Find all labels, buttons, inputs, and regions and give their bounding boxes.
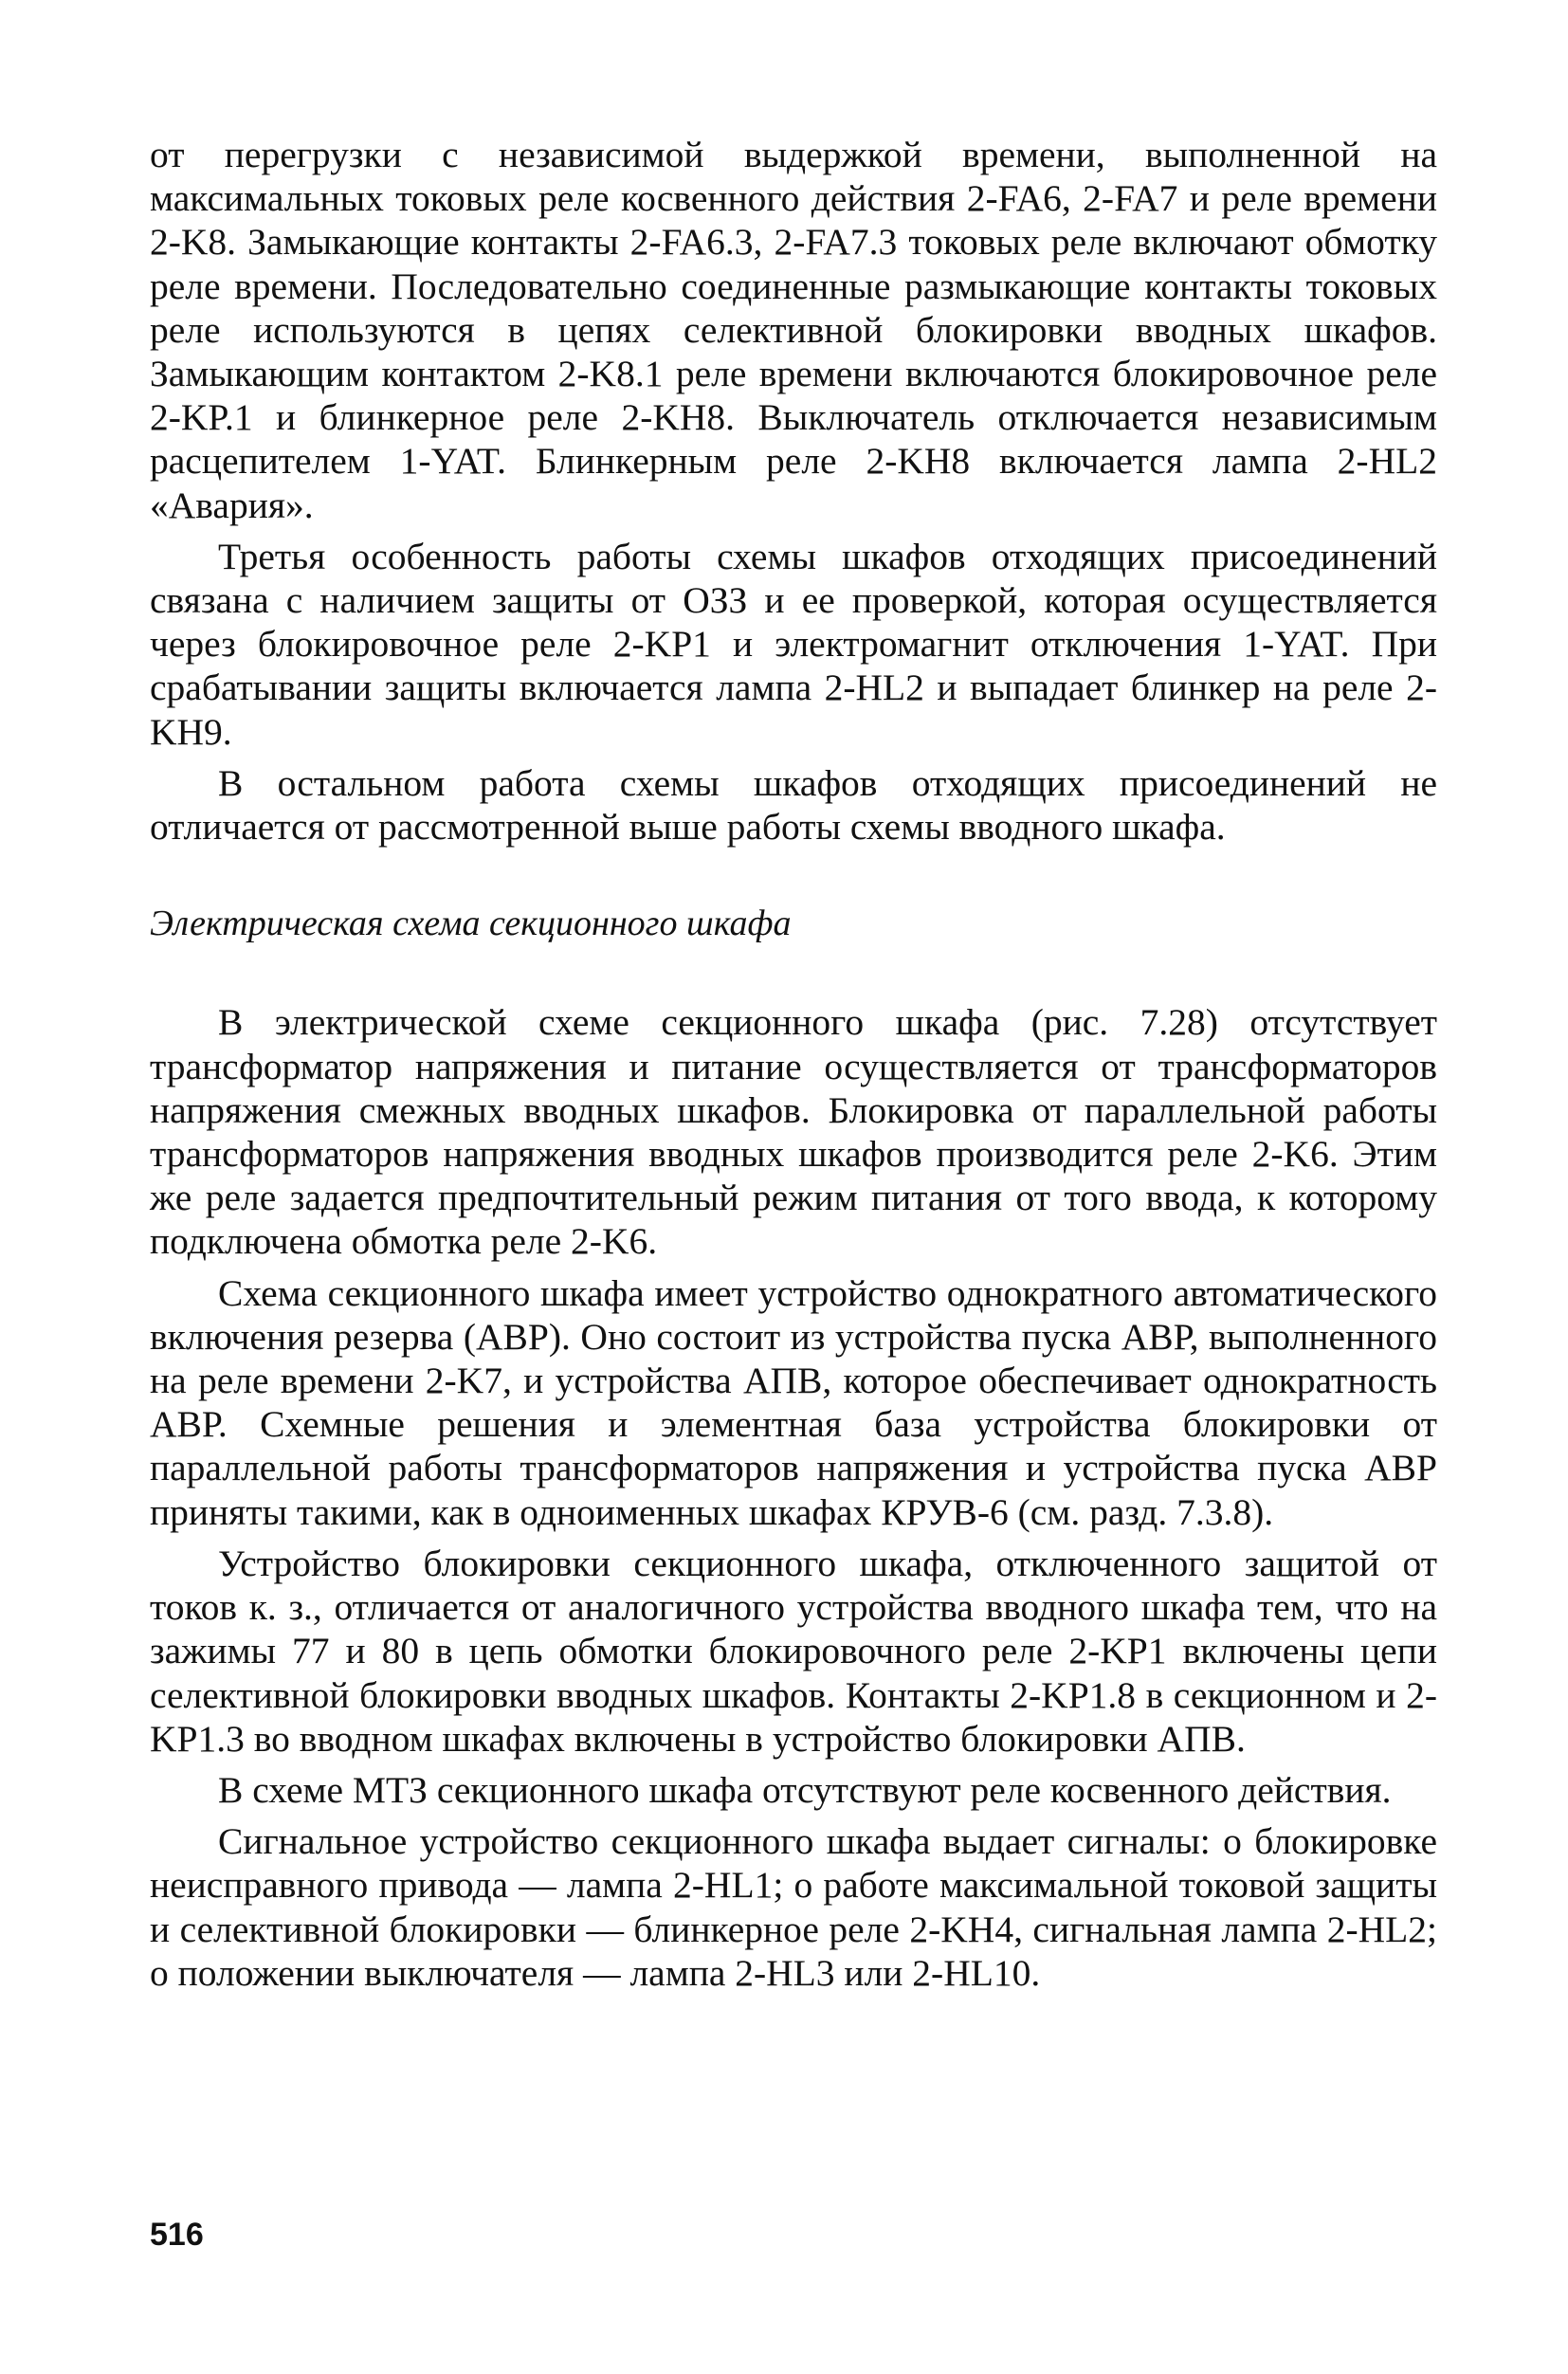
paragraph-third-feature: Третья особенность работы схемы шкафов отходящих присоединений связана с наличием защиты от ОЗЗ и ее проверкой, которая осуществляется через блокировочное реле 2-KP1 и электромагнит отключения 1-YAT. При срабатывании защиты включается лампа 2-HL2 и выпадает блинкер на реле 2-KH9. — [150, 535, 1437, 753]
paragraph-remaining-operation: В остальном работа схемы шкафов отходящих присоединений не отличается от рассмотренной выше работы схемы вводного шкафа. — [150, 761, 1437, 849]
paragraph-sectional-cabinet-scheme: В электрической схеме секционного шкафа (рис. 7.28) отсутствует трансформатор напряжения и питание осуществляется от трансформаторов напряжения смежных вводных шкафов. Блокировка от параллельной работы трансформаторов напряжения вводных шкафов производится реле 2-K6. Этим же реле задается предпочтительный режим питания от того ввода, к которому подключена обмотка реле 2-K6. — [150, 1001, 1437, 1263]
page-body — [150, 133, 1437, 1995]
paragraph-overload-protection: от перегрузки с независимой выдержкой времени, выполненной на максимальных токовых реле косвенного действия 2-FA6, 2-FA7 и реле времени 2-K8. Замыкающие контакты 2-FA6.3, 2-FA7.3 токовых реле включают обмотку реле времени. Последовательно соединенные размыкающие контакты токовых реле используются в цепях селективной блокировки вводных шкафов. Замыкающим контактом 2-K8.1 реле времени включаются блокировочное реле 2-KP.1 и блинкерное реле 2-KH8. Выключатель отключается независимым расцепителем 1-YAT. Блинкерным реле 2-KH8 включается лампа 2-HL2 «Авария». — [150, 134, 1437, 526]
paragraph-avr-device: Схема секционного шкафа имеет устройство однократного автоматического включения резерва (АВР). Оно состоит из устройства пуска АВР, выполненного на реле времени 2-K7, и устройства АПВ, которое обеспечивает однократность АВР. Схемные решения и элементная база устройства блокировки от параллельной работы трансформаторов напряжения и устройства пуска АВР приняты такими, как в одноименных шкафах КРУВ-6 (см. разд. 7.3.8). — [150, 1271, 1437, 1533]
paragraph-blocking-device: Устройство блокировки секционного шкафа, отключенного защитой от токов к. з., отличается от аналогичного устройства вводного шкафа тем, что на зажимы 77 и 80 в цепь обмотки блокировочного реле 2-KP1 включены цепи селективной блокировки вводных шкафов. Контакты 2-KP1.8 в секционном и 2-KP1.3 во вводном шкафах включены в устройство блокировки АПВ. — [150, 1542, 1437, 1760]
paragraph-mtz-scheme: В схеме МТЗ секционного шкафа отсутствуют реле косвенного действия. — [218, 1768, 1392, 1811]
paragraph-signal-device: Сигнальное устройство секционного шкафа выдает сигналы: о блокировке неисправного привода — лампа 2-HL1; о работе максимальной токовой защиты и селективной блокировки — блинкерное реле 2-KH4, сигнальная лампа 2-HL2; о положении выключателя — лампа 2-HL3 или 2-HL10. — [150, 1820, 1437, 1994]
page-number: 516 — [150, 2217, 204, 2253]
section-heading: Электрическая схема секционного шкафа — [150, 904, 792, 944]
